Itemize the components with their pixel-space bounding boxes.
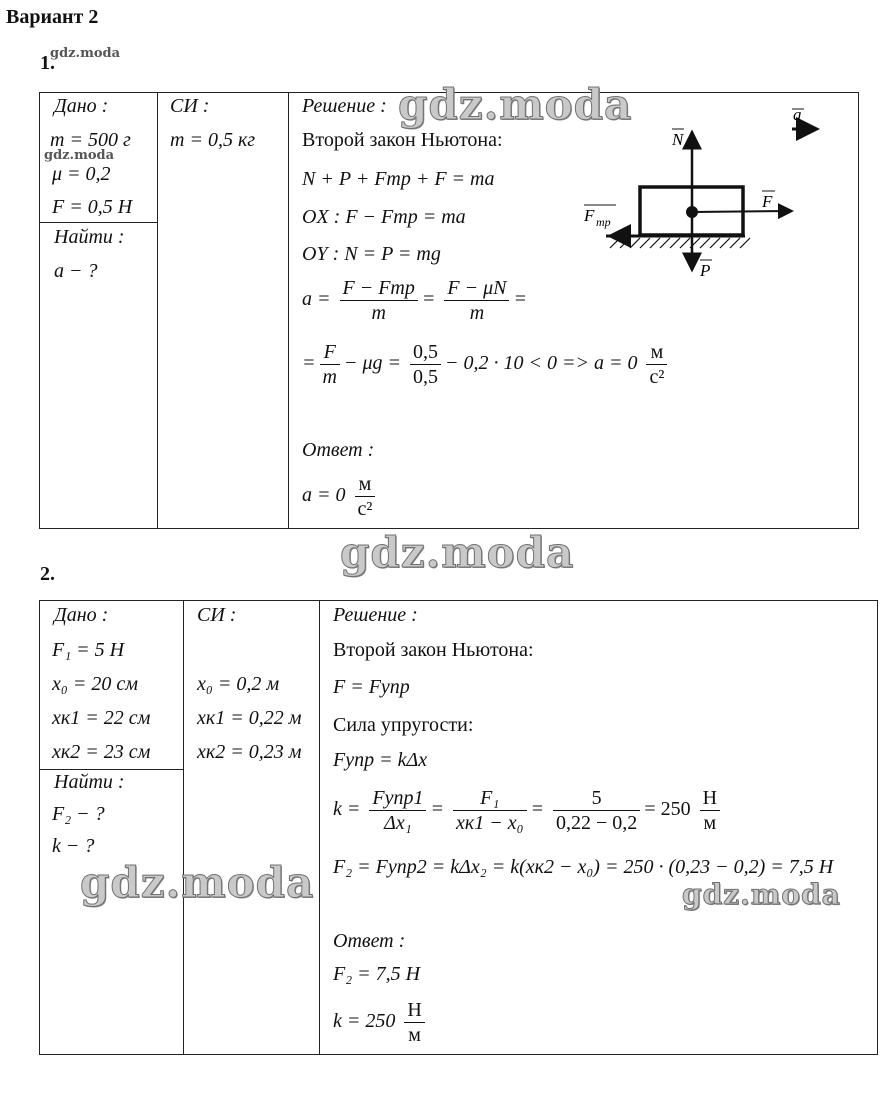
divider [288, 92, 289, 529]
page-title: Вариант 2 [6, 6, 99, 28]
oy-equation: OY : N = P = mg [302, 243, 441, 265]
label-Ftr: F [584, 206, 595, 225]
watermark: gdz.moda [340, 528, 575, 577]
fraction-num: F − μN [444, 276, 509, 301]
fraction-den: Δx₁ [384, 812, 412, 834]
si-mass: m = 0,5 кг [170, 129, 256, 151]
equation-2: Fупр = kΔx [333, 749, 428, 771]
newton-law: Второй закон Ньютона: [302, 129, 503, 151]
fraction [320, 340, 340, 389]
given-mass: m = 500 г [50, 129, 131, 151]
accel-equation: a = $\frac{\text{F − Fтр}}{m}$ = $\frac{F - \mu N}{m}$ = [302, 277, 527, 324]
divider [39, 222, 157, 223]
given-header: Дано : [54, 95, 109, 117]
k-result: = 250 [644, 798, 691, 821]
given-f1: F₁ = 5 Н [52, 639, 125, 661]
given-force: F = 0,5 Н [52, 196, 133, 218]
unit-den: м [703, 812, 717, 834]
fraction-num: Fупр1 [369, 786, 426, 811]
f2-equation: F₂ = Fупр2 = kΔx₂ = k(xк2 − x₀) = 250 · (0,23 − 0,2) = 7,5 Н [333, 856, 834, 878]
solution-header: Решение : [333, 604, 418, 626]
fraction-num: 5 [553, 786, 640, 811]
fraction [410, 340, 441, 389]
given-header: Дано : [54, 604, 109, 626]
unit-den: м [408, 1024, 421, 1046]
fraction-den: 0,22 − 0,2 [556, 812, 638, 834]
answer-f2: F₂ = 7,5 Н [333, 963, 421, 985]
divider [319, 600, 320, 1055]
center-dot [686, 206, 698, 218]
fraction-num: F [320, 340, 340, 365]
fraction-den: xк1 − x₀ [455, 812, 524, 834]
accel-tail: − 0,2 · 10 < 0 => a = 0 [444, 352, 638, 375]
fraction-num: F₁ [453, 786, 527, 811]
given-friction: μ = 0,2 [52, 163, 111, 185]
watermark-small: gdz.moda [50, 46, 121, 61]
find-f2: F₂ − ? [52, 803, 105, 825]
k-equation: k = $\frac{\text{Fупр1}}{\text{Δx₁}}$ = $\frac{\text{F₁}}{\text{xк1 − x₀}}$ = $\frac{5}{0,22 - 0,2}$ = 250 $\frac{Н}{м}$ [333, 786, 724, 835]
problem-2-number: 2. [40, 563, 55, 585]
unit-fraction [646, 340, 667, 389]
fraction-num: F − Fтр [340, 276, 418, 301]
watermark: gdz.moda [80, 858, 315, 907]
watermark: gdz.moda [398, 80, 633, 129]
unit-num: Н [404, 998, 424, 1023]
divider [183, 600, 184, 1055]
unit-fraction [700, 786, 720, 835]
answer-lhs: a = 0 [302, 484, 346, 507]
watermark-small: gdz.moda [44, 148, 115, 163]
unit-num: м [646, 340, 667, 365]
problem-1-number: 1. [40, 52, 55, 74]
answer-line [302, 472, 379, 521]
find-k: k − ? [52, 835, 95, 857]
accel-evaluation: = $\frac{F}{m}$ − μg = $\frac{0,5}{0,5}$ − 0,2 · 10 < 0 => a = 0 $\frac{м}{\text{с²}}$ [302, 340, 671, 389]
fraction [453, 786, 527, 835]
answer-k-lhs: k = 250 [333, 1010, 396, 1033]
unit-fraction [355, 472, 376, 521]
si-x0: x₀ = 0,2 м [197, 673, 280, 695]
force-arrow [692, 211, 792, 212]
fraction-den: 0,5 [412, 366, 438, 388]
k-lhs: k = [333, 798, 361, 821]
divider [157, 92, 158, 529]
answer-k [333, 998, 429, 1047]
label-a: a [793, 105, 802, 124]
accel-lhs: a = [302, 288, 331, 311]
accel-mid: − μg = [343, 352, 401, 375]
fraction-den: m [322, 366, 337, 388]
ox-equation: OX : F − Fтр = ma [302, 206, 466, 228]
fraction [553, 786, 640, 835]
elastic-force-label: Сила упругости: [333, 714, 474, 736]
si-xk1: xк1 = 0,22 м [197, 707, 302, 729]
newton-law: Второй закон Ньютона: [333, 639, 534, 661]
label-Ftr-sub: тр [596, 215, 611, 229]
equation-1: F = Fупр [333, 676, 410, 698]
fraction-den: m [469, 302, 485, 324]
label-F: F [762, 192, 773, 211]
solution-header: Решение : [302, 95, 387, 117]
unit-num: м [355, 472, 376, 497]
si-header: СИ : [170, 95, 210, 117]
force-diagram [570, 100, 850, 290]
ground-hatching [610, 238, 750, 248]
fraction [340, 276, 418, 325]
unit-fraction [404, 998, 424, 1047]
fraction-num: 0,5 [410, 340, 441, 365]
fraction [369, 786, 426, 835]
unit-den: с² [649, 366, 665, 388]
find-a: a − ? [54, 260, 98, 282]
unit-num: Н [700, 786, 720, 811]
fraction [444, 276, 509, 325]
vector-equation: N + P + Fтр + F = ma [302, 168, 495, 190]
given-xk2: xк2 = 23 см [52, 741, 151, 763]
find-header: Найти : [54, 226, 125, 248]
watermark: gdz.moda [682, 878, 841, 911]
answer-header: Ответ : [333, 930, 406, 952]
si-xk2: xк2 = 0,23 м [197, 741, 302, 763]
answer-header: Ответ : [302, 439, 375, 461]
given-xk1: xк1 = 22 см [52, 707, 151, 729]
si-header: СИ : [197, 604, 237, 626]
label-P: P [700, 261, 711, 280]
unit-den: с² [357, 498, 373, 520]
given-x0: x₀ = 20 см [52, 673, 138, 695]
fraction-den: m [371, 302, 386, 324]
label-N: N [672, 130, 684, 149]
find-header: Найти : [54, 771, 125, 793]
